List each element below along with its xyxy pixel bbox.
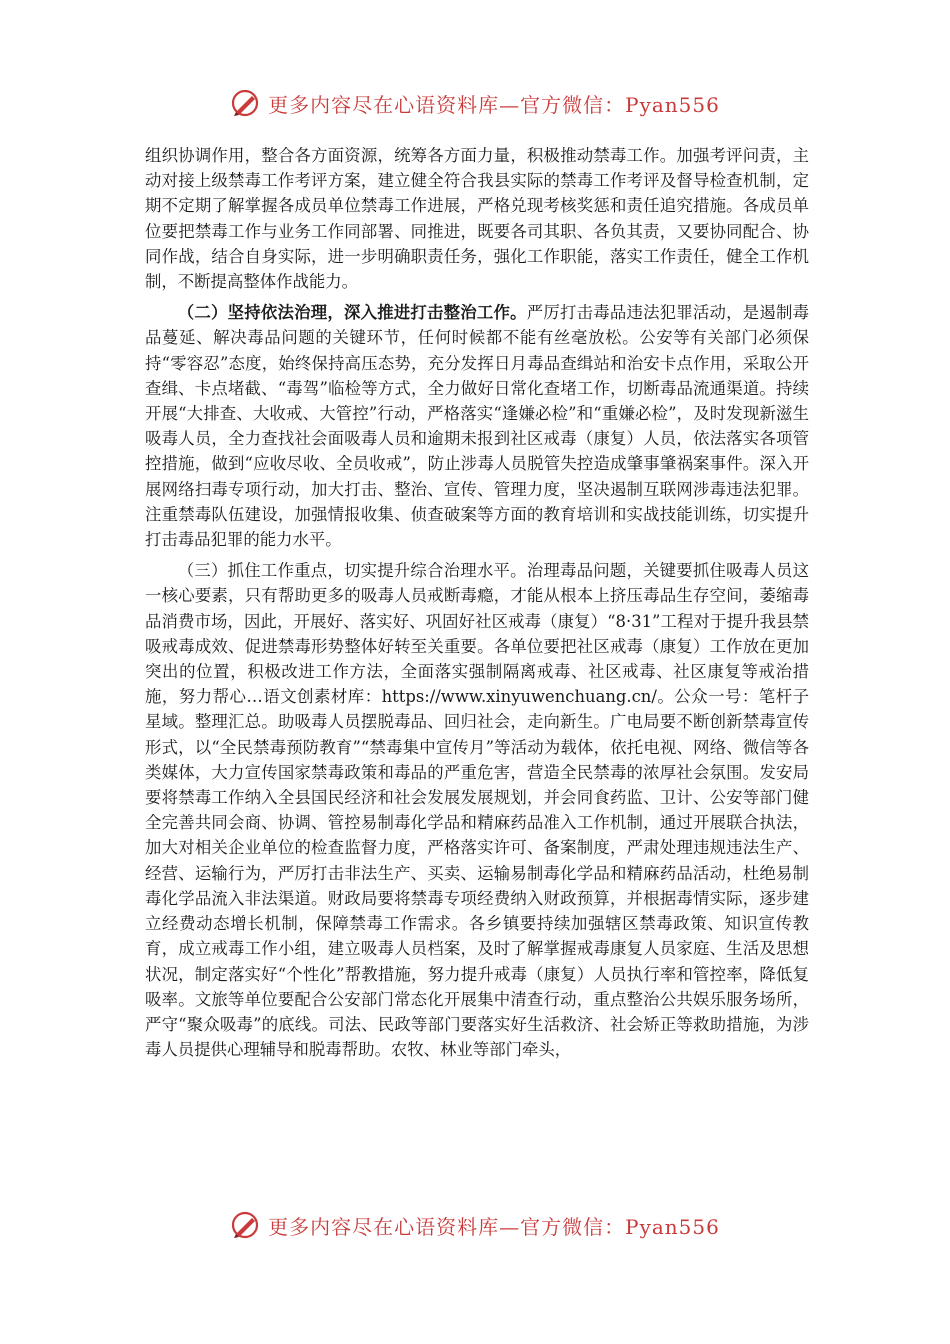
pen-logo-icon	[230, 88, 260, 118]
footer-watermark-text: 更多内容尽在心语资料库—官方微信：Pyan556	[268, 1214, 720, 1239]
footer-watermark-banner	[0, 1210, 950, 1240]
header-watermark-text: 更多内容尽在心语资料库—官方微信：Pyan556	[268, 92, 720, 117]
paragraph-section-3: （三）抓住工作重点，切实提升综合治理水平。治理毒品问题，关键要抓住吸毒人员这一核心要素，只有帮助更多的吸毒人员戒断毒瘾，才能从根本上挤压毒品生存空间，萎缩毒品消费市场，因此，开展好、落实好、巩固好社区戒毒（康复）“8·31”工程对于提升我县禁吸戒毒成效、促进禁毒形势整体好转至关重要。各单位要把社区戒毒（康复）工作放在更加突出的位置，积极改进工作方法，全面落实强制隔离戒毒、社区戒毒、社区康复等戒治措施，努力帮心…语文创素材库：https://www.xinyuwenchuang.cn/。公众一号：笔杆子星域。整理汇总。助吸毒人员摆脱毒品、回归社会，走向新生。广电局要不断创新禁毒宣传形式，以“全民禁毒预防教育”“禁毒集中宣传月”等活动为载体，依托电视、网络、微信等各类媒体，大力宣传国家禁毒政策和毒品的严重危害，营造全民禁毒的浓厚社会氛围。发安局要将禁毒工作纳入全县国民经济和社会发展发展规划，并会同食药监、卫计、公安等部门健全完善共同会商、协调、管控易制毒化学品和精麻药品准入工作机制，通过开展联合执法，加大对相关企业单位的检查监督力度，严格落实许可、备案制度，严肃处理违规违法生产、经营、运输行为，严厉打击非法生产、买卖、运输易制毒化学品和精麻药品活动，杜绝易制毒化学品流入非法渠道。财政局要将禁毒专项经费纳入财政预算，并根据毒情实际，逐步建立经费动态增长机制，保障禁毒工作需求。各乡镇要持续加强辖区禁毒政策、知识宣传教育，成立戒毒工作小组，建立吸毒人员档案，及时了解掌握戒毒康复人员家庭、生活及思想状况，制定落实好“个性化”帮教措施，努力提升戒毒（康复）人员执行率和管控率，降低复吸率。文旅等单位要配合公安部门常态化开展集中清查行动，重点整治公共娱乐服务场所，严守“聚众吸毒”的底线。司法、民政等部门要落实好生活救济、社会矫正等救助措施，为涉毒人员提供心理辅导和脱毒帮助。农牧、林业等部门牵头，	[145, 561, 809, 1060]
header-watermark-banner	[0, 88, 950, 118]
document-body	[145, 143, 809, 1068]
section-2-heading: （二）坚持依法治理，深入推进打击整治工作。	[177, 303, 527, 323]
pen-logo-icon	[230, 1210, 260, 1240]
paragraph-continuation: 组织协调作用，整合各方面资源，统筹各方面力量，积极推动禁毒工作。加强考评问责，主动对接上级禁毒工作考评方案，建立健全符合我县实际的禁毒工作考评及督导检查机制，定期不定期了解掌握各成员单位禁毒工作进展，严格兑现考核奖惩和责任追究措施。各成员单位要把禁毒工作与业务工作同部署、同推进，既要各司其职、各负其责，又要协同配合、协同作战，结合自身实际，进一步明确职责任务，强化工作职能，落实工作责任，健全工作机制，不断提高整体作战能力。	[145, 146, 809, 292]
section-2-body: 严厉打击毒品违法犯罪活动，是遏制毒品蔓延、解决毒品问题的关键环节，任何时候都不能有丝毫放松。公安等有关部门必须保持“零容忍”态度，始终保持高压态势，充分发挥日月毒品查缉站和治安卡点作用，采取公开查缉、卡点堵截、“毒驾”临检等方式，全力做好日常化查堵工作，切断毒品流通渠道。持续开展“大排查、大收戒、大管控”行动，严格落实“逢嫌必检”和“重嫌必检”，及时发现新滋生吸毒人员，全力查找社会面吸毒人员和逾期未报到社区戒毒（康复）人员，依法落实各项管控措施，做到“应收尽收、全员收戒”，防止涉毒人员脱管失控造成肇事肇祸案事件。深入开展网络扫毒专项行动，加大打击、整治、宣传、管理力度，坚决遏制互联网涉毒违法犯罪。注重禁毒队伍建设，加强情报收集、侦查破案等方面的教育培训和实战技能训练，切实提升打击毒品犯罪的能力水平。	[145, 303, 810, 550]
paragraph-section-2	[145, 300, 809, 552]
